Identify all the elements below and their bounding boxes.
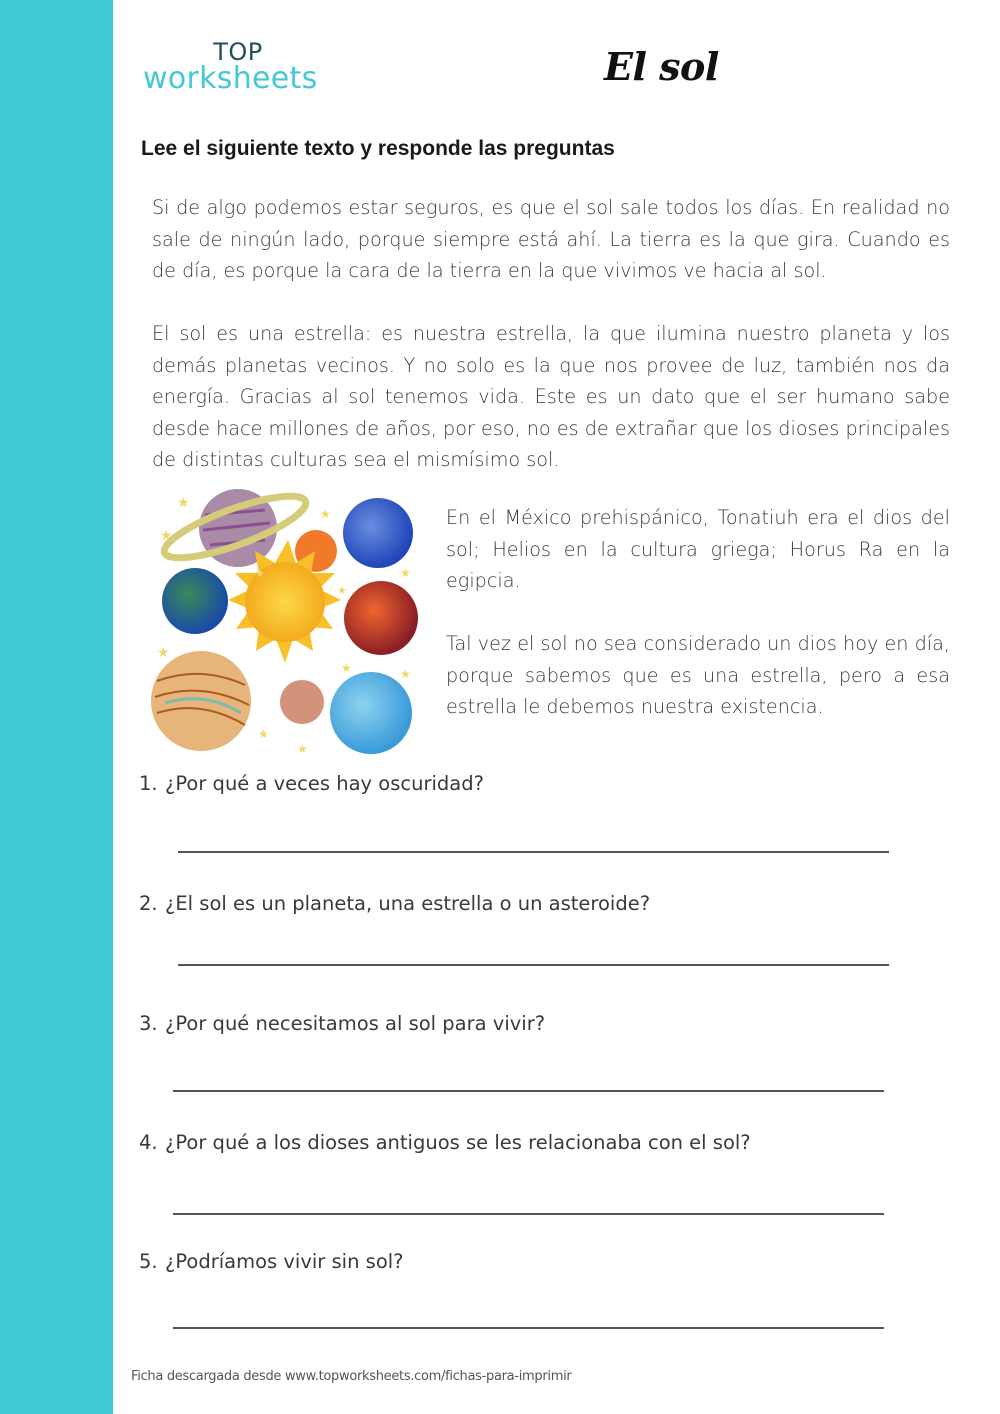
sidebar-accent-bar: [0, 0, 113, 1414]
question-1: [139, 772, 484, 795]
svg-text:★: ★: [341, 661, 352, 675]
answer-line-5[interactable]: [173, 1327, 884, 1329]
svg-text:★: ★: [255, 568, 265, 580]
question-number: 5.: [139, 1250, 158, 1273]
footer-source-text: Ficha descargada desde www.topworksheets.com/fichas-para-imprimir: [131, 1369, 572, 1384]
svg-text:★: ★: [157, 644, 170, 660]
paragraph-4: Tal vez el sol no sea considerado un dios hoy en día, porque sabemos que es una estrella, pero a esa estrella le debemos nuestra existencia.: [446, 632, 950, 718]
question-4: [139, 1131, 751, 1154]
question-number: 3.: [139, 1012, 158, 1035]
question-3: [139, 1012, 545, 1035]
mercury-planet: [280, 680, 324, 724]
question-text: ¿Por qué a veces hay oscuridad?: [165, 772, 484, 795]
answer-line-3[interactable]: [173, 1090, 884, 1092]
paragraph-3: En el México prehispánico, Tonatiuh era el dios del sol; Helios en la cultura griega; Horus Ra en la egipcia.: [446, 506, 950, 592]
jupiter-planet: [151, 651, 251, 751]
answer-line-4[interactable]: [173, 1213, 884, 1215]
svg-text:★: ★: [258, 727, 269, 741]
svg-text:★: ★: [337, 585, 347, 597]
logo-top-text: TOP: [213, 38, 263, 66]
question-number: 1.: [139, 772, 158, 795]
earth-planet: [162, 568, 228, 634]
question-number: 4.: [139, 1131, 158, 1154]
logo-bottom-text: worksheets: [143, 61, 318, 96]
svg-text:★: ★: [297, 742, 308, 755]
question-2: [139, 892, 650, 915]
paragraph-2: El sol es una estrella: es nuestra estrella, la que ilumina nuestro planeta y los demás planetas vecinos. Y no solo es la que nos provee de luz, también nos da energía. Gracias al sol tenemos vida. Este es un dato que el ser humano sabe desde hace millones de años, por eso, no es de extrañar que los dioses principales de distintas culturas sea el mismísimo sol.: [152, 322, 950, 471]
svg-text:★: ★: [320, 507, 331, 521]
question-text: ¿Podríamos vivir sin sol?: [165, 1250, 404, 1273]
question-text: ¿El sol es un planeta, una estrella o un asteroide?: [165, 892, 651, 915]
paragraph-1: Si de algo podemos estar seguros, es que el sol sale todos los días. En realidad no sale de ningún lado, porque siempre está ahí. La tierra es la que gira. Cuando es de día, es porque la cara de la tierra en la que vivimos ve hacia al sol.: [152, 196, 950, 282]
red-planet: [344, 581, 418, 655]
answer-line-1[interactable]: [178, 851, 889, 853]
instructions-heading: Lee el siguiente texto y responde las preguntas: [141, 137, 615, 160]
svg-text:★: ★: [400, 566, 411, 580]
uranus-planet: [330, 672, 412, 754]
question-text: ¿Por qué necesitamos al sol para vivir?: [165, 1012, 546, 1035]
page-title: El sol: [604, 44, 719, 89]
question-text: ¿Por qué a los dioses antiguos se les relacionaba con el sol?: [165, 1131, 751, 1154]
svg-text:★: ★: [400, 667, 411, 681]
neptune-planet: [343, 498, 413, 568]
answer-line-2[interactable]: [178, 964, 889, 966]
solar-system-illustration: [145, 485, 425, 755]
svg-text:★: ★: [177, 494, 190, 510]
question-number: 2.: [139, 892, 158, 915]
svg-text:★: ★: [160, 527, 173, 543]
question-5: [139, 1250, 404, 1273]
topworksheets-logo: [143, 40, 343, 94]
